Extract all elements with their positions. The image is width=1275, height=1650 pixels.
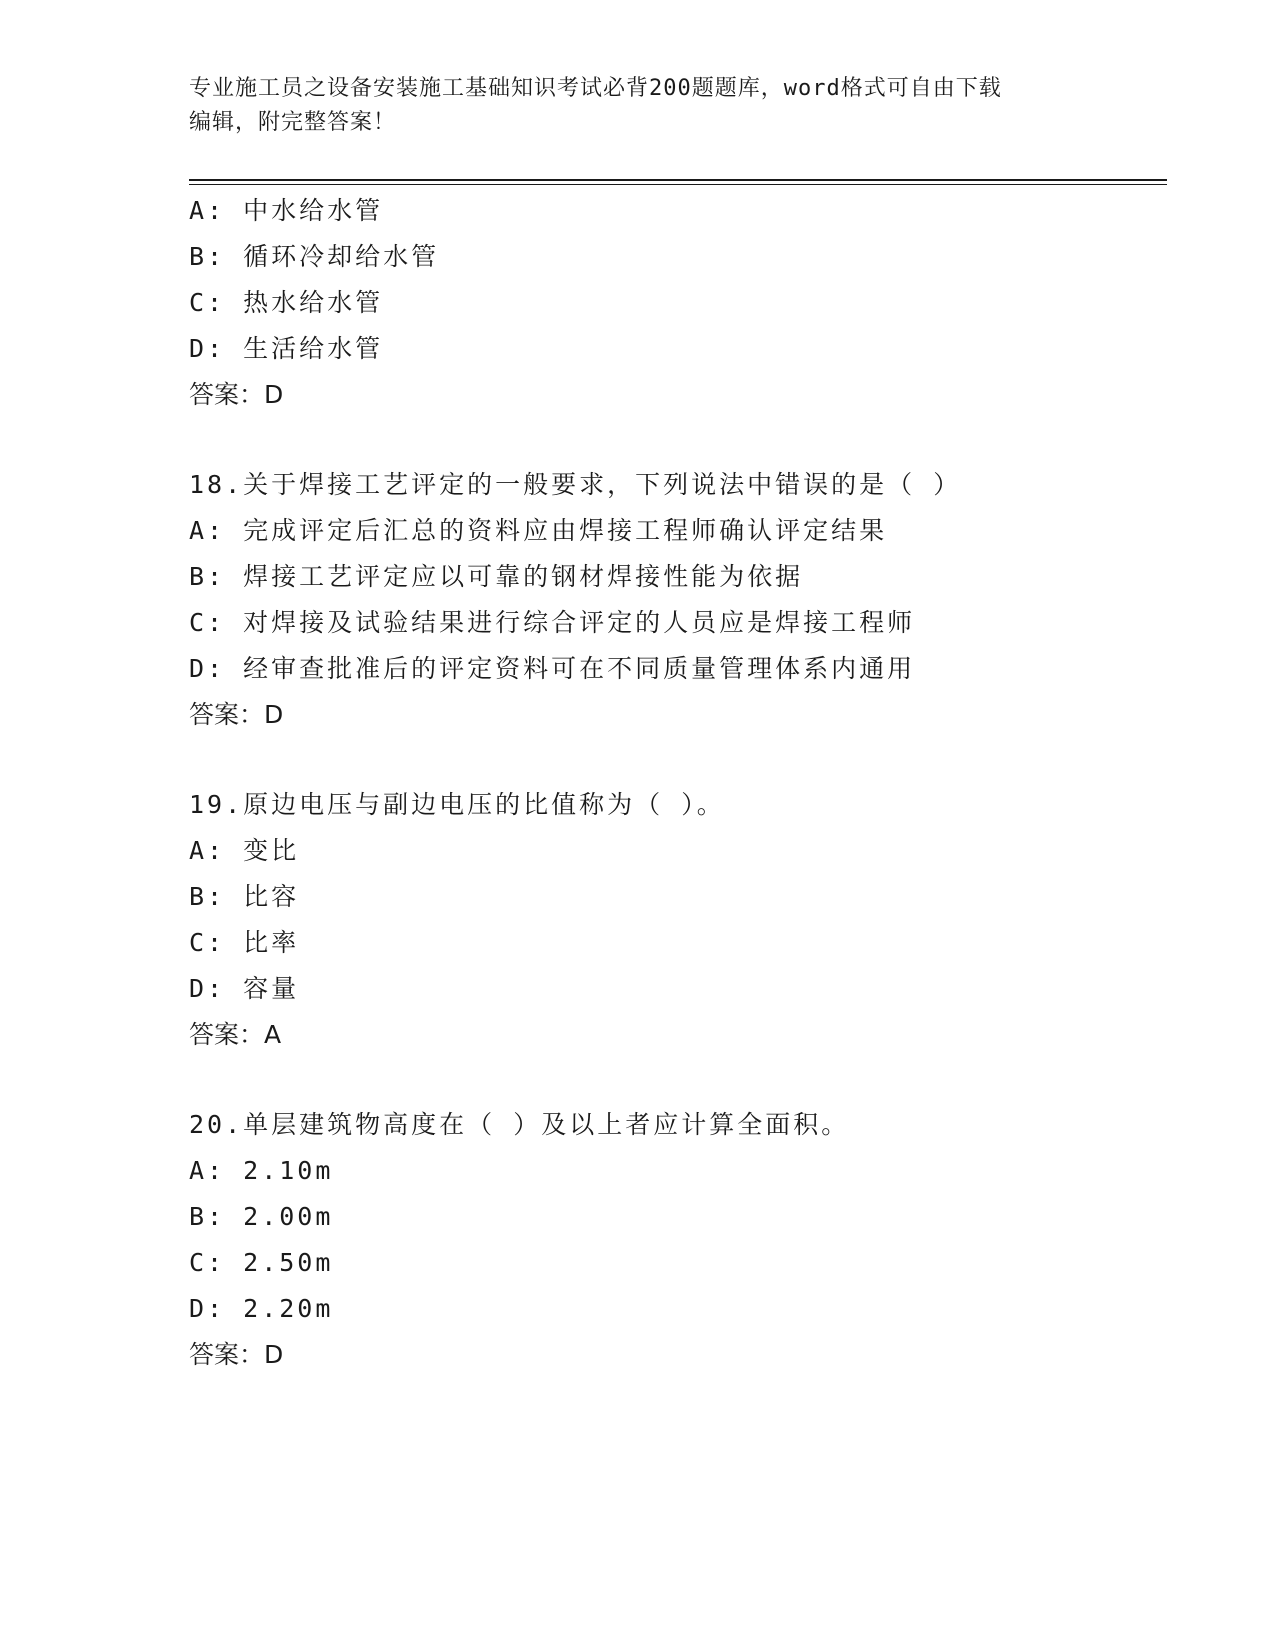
- q17-option-a: A: 中水给水管: [189, 196, 384, 225]
- q17-option-d: D: 生活给水管: [189, 334, 384, 363]
- q19-option-d: D: 容量: [189, 974, 300, 1003]
- q17-option-c: C: 热水给水管: [189, 288, 384, 317]
- q20-option-d: D: 2.20m: [189, 1294, 334, 1323]
- header-rule-thin: [189, 184, 1167, 185]
- q19-option-b: B: 比容: [189, 882, 300, 911]
- question-17-block: [189, 188, 1167, 418]
- q17-answer: 答案：D: [189, 380, 284, 409]
- q19-option-c: C: 比率: [189, 928, 300, 957]
- header-title-line1: 专业施工员之设备安装施工基础知识考试必背200题题库，word格式可自由下载: [189, 76, 1002, 101]
- q20-option-b: B: 2.00m: [189, 1202, 334, 1231]
- question-19-block: [189, 782, 1167, 1058]
- q18-option-b: B: 焊接工艺评定应以可靠的钢材焊接性能为依据: [189, 562, 804, 591]
- header-rule-thick: [189, 179, 1167, 181]
- document-header: [189, 72, 1089, 140]
- q18-option-a: A: 完成评定后汇总的资料应由焊接工程师确认评定结果: [189, 516, 888, 545]
- question-18-block: [189, 462, 1167, 738]
- q19-option-a: A: 变比: [189, 836, 300, 865]
- question-20-block: [189, 1102, 1167, 1378]
- q18-question: 18.关于焊接工艺评定的一般要求，下列说法中错误的是（ ）: [189, 470, 962, 499]
- q20-question: 20.单层建筑物高度在（ ）及以上者应计算全面积。: [189, 1110, 850, 1139]
- q18-option-d: D: 经审查批准后的评定资料可在不同质量管理体系内通用: [189, 654, 916, 683]
- q19-answer: 答案：A: [189, 1020, 282, 1049]
- q20-answer: 答案：D: [189, 1340, 284, 1369]
- q19-question: 19.原边电压与副边电压的比值称为（ ）。: [189, 790, 725, 819]
- q18-answer: 答案：D: [189, 700, 284, 729]
- q17-option-b: B: 循环冷却给水管: [189, 242, 440, 271]
- q18-option-c: C: 对焊接及试验结果进行综合评定的人员应是焊接工程师: [189, 608, 916, 637]
- q20-option-a: A: 2.10m: [189, 1156, 334, 1185]
- header-title-line2: 编辑，附完整答案！: [189, 110, 397, 135]
- question-list: [189, 188, 1167, 1378]
- q20-option-c: C: 2.50m: [189, 1248, 334, 1277]
